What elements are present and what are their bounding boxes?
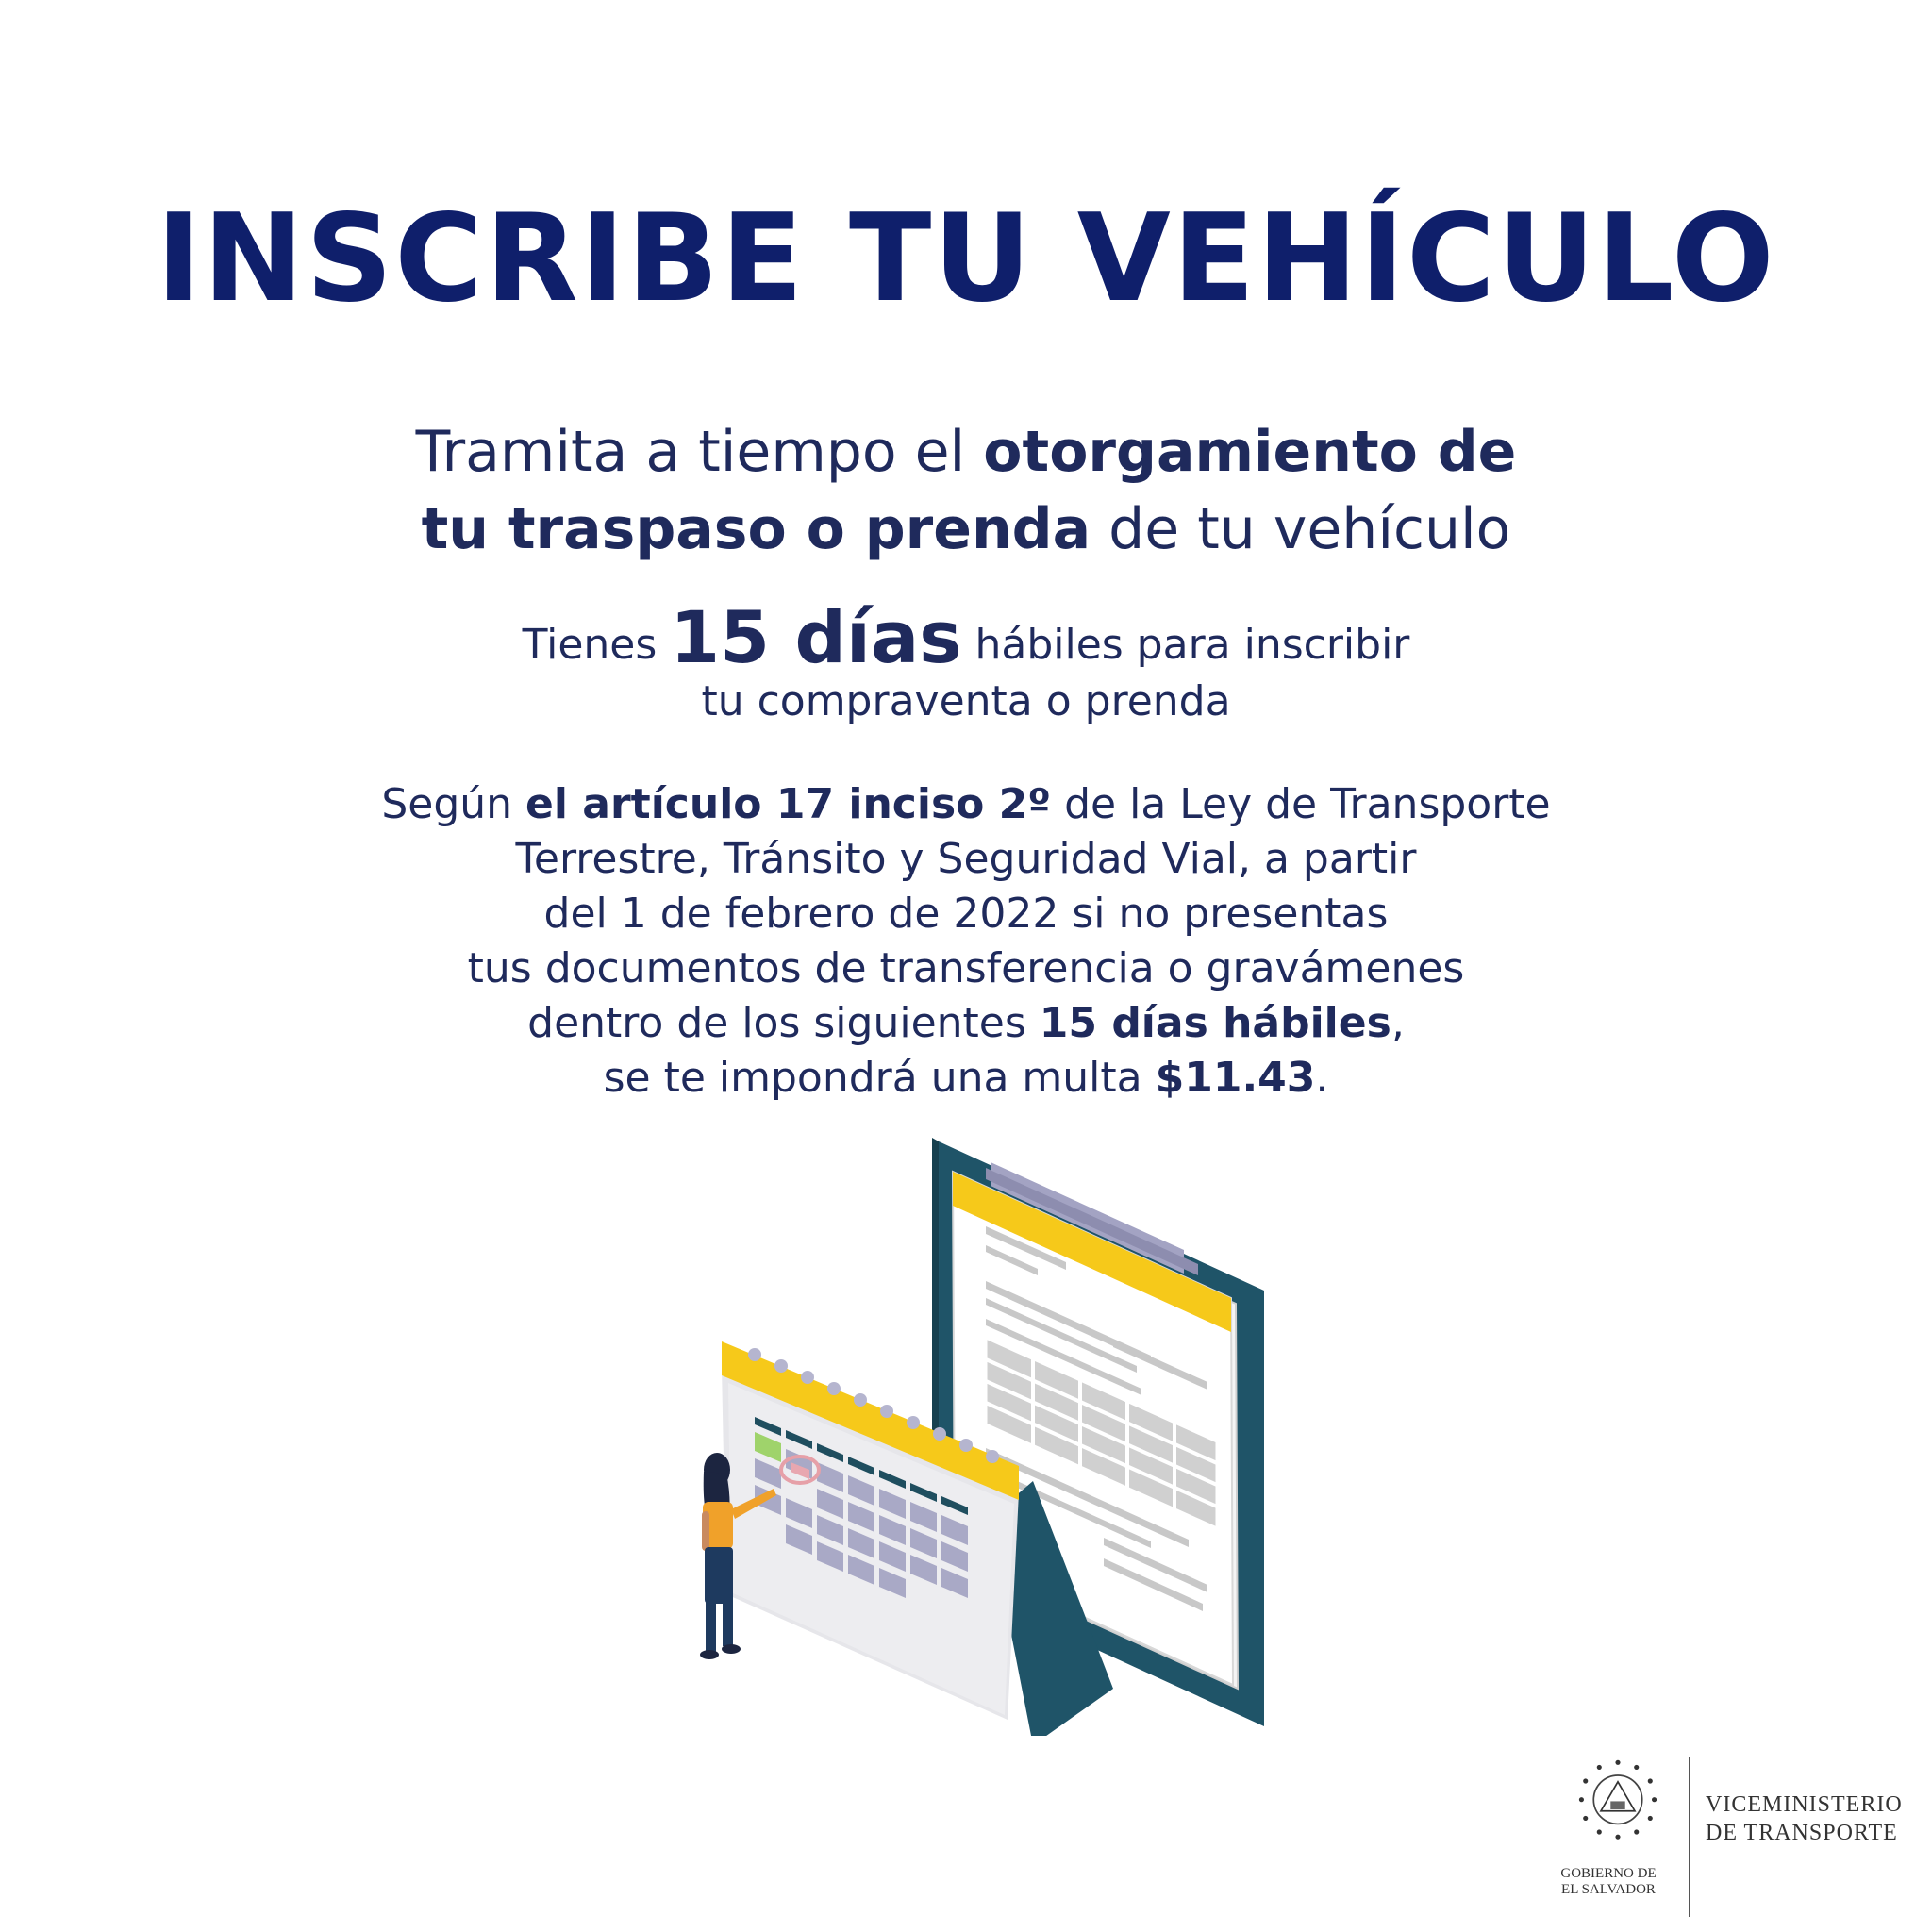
deadline-text-c: hábiles para inscribir	[961, 621, 1410, 669]
deadline-paragraph	[0, 595, 1932, 730]
government-name	[1538, 1866, 1679, 1898]
law-article: el artículo 17 inciso 2º	[525, 780, 1052, 828]
government-seal-icon	[1547, 1753, 1689, 1866]
viceministry-name	[1706, 1790, 1903, 1847]
law-line-5a: dentro de los siguientes	[527, 999, 1040, 1047]
intro-text-b: otorgamiento de	[983, 419, 1517, 485]
viceministry-line-2: DE TRANSPORTE	[1706, 1821, 1898, 1845]
law-line-4: tus documentos de transferencia o gravámenes	[467, 944, 1465, 992]
deadline-text-d: tu compraventa o prenda	[701, 677, 1231, 725]
law-line-5c: ,	[1391, 999, 1405, 1047]
law-text-a: Según	[381, 780, 526, 828]
government-line-2: EL SALVADOR	[1561, 1882, 1656, 1897]
calendar-clipboard-illustration	[660, 1123, 1302, 1736]
law-paragraph	[0, 777, 1932, 1106]
intro-text-d: de tu vehículo	[1091, 496, 1511, 562]
fine-amount: $11.43	[1155, 1054, 1316, 1102]
logo-divider	[1689, 1757, 1690, 1917]
law-line-2: Terrestre, Tránsito y Seguridad Vial, a partir	[515, 835, 1417, 883]
viceministry-line-1: VICEMINISTERIO	[1706, 1792, 1903, 1817]
intro-paragraph	[0, 413, 1932, 568]
law-text-c: de la Ley de Transporte	[1051, 780, 1551, 828]
law-line-6a: se te impondrá una multa	[603, 1054, 1156, 1102]
law-line-5b: 15 días hábiles	[1039, 999, 1391, 1047]
deadline-text-a: Tienes	[522, 621, 671, 669]
deadline-days: 15 días	[670, 595, 962, 679]
government-line-1: GOBIERNO DE	[1560, 1866, 1657, 1881]
law-line-3: del 1 de febrero de 2022 si no presentas	[543, 890, 1389, 938]
page-title: INSCRIBE TU VEHÍCULO	[156, 189, 1776, 329]
intro-text-c: tu traspaso o prenda	[421, 496, 1091, 562]
intro-text-a: Tramita a tiempo el	[415, 419, 984, 485]
law-line-6c: .	[1315, 1054, 1329, 1102]
